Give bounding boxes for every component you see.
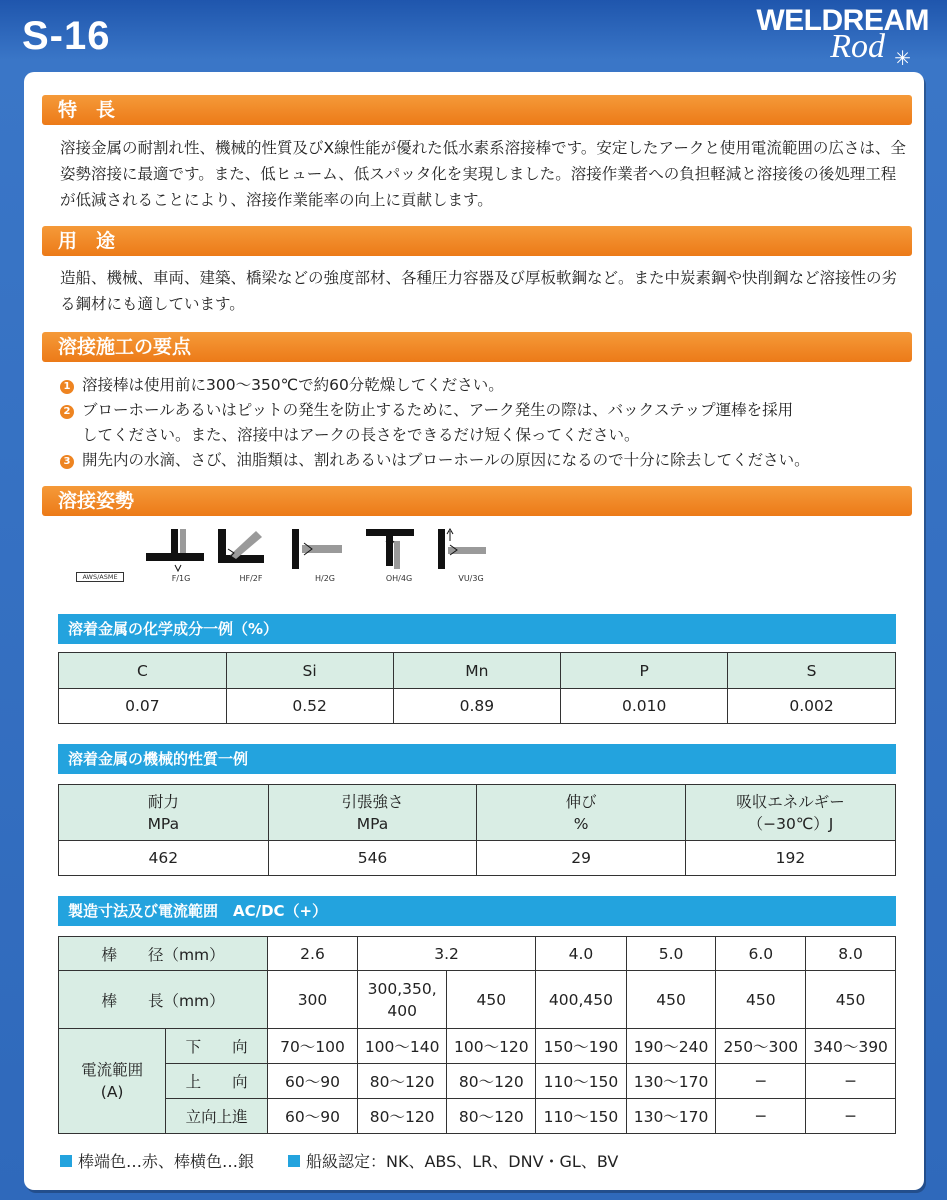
point-number-icon: 1 <box>60 380 74 394</box>
position-horizontal-icon <box>290 525 360 585</box>
brand-logo-top: WELDREAM <box>756 4 929 37</box>
point-3 <box>60 447 810 473</box>
table-cell: 100～120 <box>447 1029 536 1064</box>
table-row <box>59 971 896 1029</box>
table-cell: 192 <box>685 841 895 876</box>
table-row <box>59 937 896 971</box>
table-cell: 60～90 <box>268 1064 358 1099</box>
table-cell: 150～190 <box>536 1029 626 1064</box>
size-table-title: 製造寸法及び電流範囲 AC/DC（+） <box>58 896 896 926</box>
note-rod-color: 棒端色…赤、棒横色…銀 <box>60 1149 254 1172</box>
table-cell: 70～100 <box>268 1029 358 1064</box>
features-text: 溶接金属の耐割れ性、機械的性質及びX線性能が優れた低水素系溶接棒です。安定したアークと使用電流範囲の広さは、全姿勢溶接に最適です。また、低ヒューム、低スパッタ化を実現しました。溶接作業者への負担軽減と溶接後の後処理工程が低減されることにより、溶接作業能率の向上に貢献します。 <box>60 139 906 209</box>
table-cell: 190～240 <box>626 1029 716 1064</box>
table-cell: 130～170 <box>626 1099 716 1134</box>
table-cell: 450 <box>447 971 536 1029</box>
point-2-text-line2: してください。また、溶接中はアークの長さをできるだけ短く保ってください。 <box>82 426 640 444</box>
table-cell: 80～120 <box>447 1064 536 1099</box>
position-label: OH/4G <box>385 574 413 583</box>
table-cell: 0.52 <box>226 689 393 724</box>
table-cell: 450 <box>626 971 716 1029</box>
table-cell: 130～170 <box>626 1064 716 1099</box>
table-row <box>59 1099 896 1134</box>
table-header-cell: S <box>728 653 896 689</box>
current-row-label: 立向上進 <box>166 1099 268 1134</box>
table-cell: − <box>716 1064 806 1099</box>
section-title-points: 溶接施工の要点 <box>42 332 912 362</box>
note-class-approval: 船級認定：NK、ABS、LR、DNV・GL、BV <box>288 1149 618 1172</box>
table-header-cell: 吸収エネルギー （−30℃）J <box>685 785 895 841</box>
table-cell: 450 <box>716 971 806 1029</box>
table-cell: 29 <box>477 841 686 876</box>
point-1-text: 溶接棒は使用前に300～350℃で約60分乾燥してください。 <box>82 376 504 394</box>
star-icon: ✳ <box>894 46 911 70</box>
table-header-cell: C <box>59 653 227 689</box>
chem-table <box>58 652 896 724</box>
position-overhead-icon <box>364 525 434 585</box>
position-label: HF/2F <box>239 574 263 583</box>
table-header-cell: P <box>561 653 728 689</box>
position-label: VU/3G <box>458 574 484 583</box>
table-cell: 110～150 <box>536 1099 626 1134</box>
table-cell: 300,350, 400 <box>357 971 447 1029</box>
table-cell: 80～120 <box>357 1099 447 1134</box>
table-header-cell: 引張強さ MPa <box>268 785 477 841</box>
header <box>0 0 947 70</box>
section-title-positions: 溶接姿勢 <box>42 486 912 516</box>
table-cell: 0.010 <box>561 689 728 724</box>
position-flat-icon <box>146 525 216 585</box>
table-cell: 60～90 <box>268 1099 358 1134</box>
chem-table-title: 溶着金属の化学成分一例（%） <box>58 614 896 644</box>
table-cell: 0.07 <box>59 689 227 724</box>
table-row <box>59 785 896 841</box>
table-header-cell: 伸び % <box>477 785 686 841</box>
table-cell: − <box>716 1099 806 1134</box>
table-cell: 4.0 <box>536 937 626 971</box>
length-label: 棒 長（mm） <box>59 971 268 1029</box>
table-cell: 80～120 <box>447 1099 536 1134</box>
square-bullet-icon <box>288 1155 300 1167</box>
table-cell: 250～300 <box>716 1029 806 1064</box>
point-2-text-line1: ブローホールあるいはピットの発生を防止するために、アーク発生の際は、バックステップ運棒を採用 <box>82 401 794 419</box>
current-range-label: 電流範囲 (A) <box>59 1029 166 1134</box>
welding-positions <box>70 525 490 585</box>
table-cell: 340～390 <box>806 1029 896 1064</box>
position-horizontal-fillet-icon <box>216 525 286 585</box>
table-cell: 0.002 <box>728 689 896 724</box>
position-label: F/1G <box>171 574 191 583</box>
table-header-cell: Mn <box>393 653 561 689</box>
point-2 <box>60 397 793 423</box>
table-cell: 462 <box>59 841 269 876</box>
table-cell: 110～150 <box>536 1064 626 1099</box>
mech-table-title: 溶着金属の機械的性質一例 <box>58 744 896 774</box>
point-number-icon: 2 <box>60 405 74 419</box>
brand-logo-bottom: Rod <box>830 28 885 65</box>
table-cell: 546 <box>268 841 477 876</box>
position-label: H/2G <box>315 574 335 583</box>
section-title-features: 特 長 <box>42 95 912 125</box>
table-cell: 2.6 <box>268 937 358 971</box>
point-3-text: 開先内の水滴、さび、油脂類は、割れあるいはブローホールの原因になるので十分に除去してください。 <box>82 451 810 469</box>
table-cell: 300 <box>268 971 358 1029</box>
mech-table <box>58 784 896 876</box>
table-cell: − <box>806 1064 896 1099</box>
diameter-label: 棒 径（mm） <box>59 937 268 971</box>
table-row <box>59 841 896 876</box>
square-bullet-icon <box>60 1155 72 1167</box>
table-row <box>59 653 896 689</box>
table-cell: 80～120 <box>357 1064 447 1099</box>
table-cell: 0.89 <box>393 689 561 724</box>
point-number-icon: 3 <box>60 455 74 469</box>
model-name: S-16 <box>22 14 111 58</box>
table-cell: − <box>806 1099 896 1134</box>
aws-asme-badge: AWS/ASME <box>76 572 124 582</box>
position-vertical-up-icon <box>436 525 506 585</box>
table-cell: 400,450 <box>536 971 626 1029</box>
size-table <box>58 936 896 1134</box>
table-cell: 5.0 <box>626 937 716 971</box>
table-cell: 8.0 <box>806 937 896 971</box>
table-cell: 100～140 <box>357 1029 447 1064</box>
point-1 <box>60 372 504 398</box>
current-row-label: 上 向 <box>166 1064 268 1099</box>
table-cell: 450 <box>806 971 896 1029</box>
brand-logo <box>719 4 929 68</box>
table-cell: 6.0 <box>716 937 806 971</box>
section-title-usage: 用 途 <box>42 226 912 256</box>
table-row <box>59 689 896 724</box>
table-header-cell: Si <box>226 653 393 689</box>
current-row-label: 下 向 <box>166 1029 268 1064</box>
table-row <box>59 1029 896 1064</box>
table-row <box>59 1064 896 1099</box>
usage-text: 造船、機械、車両、建築、橋梁などの強度部材、各種圧力容器及び厚板軟鋼など。また中炭素鋼や快削鋼など溶接性の劣る鋼材にも適しています。 <box>60 269 898 313</box>
table-header-cell: 耐力 MPa <box>59 785 269 841</box>
table-cell: 3.2 <box>357 937 535 971</box>
